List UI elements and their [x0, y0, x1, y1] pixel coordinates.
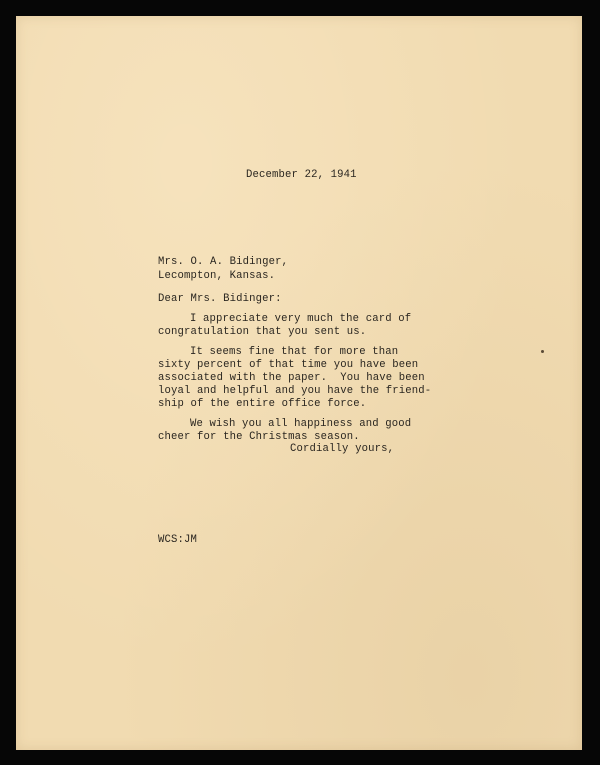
- paragraph-1-line-1: I appreciate very much the card of: [190, 313, 412, 325]
- closing: Cordially yours,: [290, 443, 395, 455]
- paragraph-2-line-4: loyal and helpful and you have the friend-: [158, 385, 432, 397]
- typist-initials: WCS:JM: [158, 534, 198, 546]
- recipient-city: Lecompton, Kansas.: [158, 270, 276, 282]
- paragraph-3-line-2: cheer for the Christmas season.: [158, 431, 360, 443]
- paragraph-2-line-5: ship of the entire office force.: [158, 398, 367, 410]
- paragraph-1-line-2: congratulation that you sent us.: [158, 326, 367, 338]
- recipient-name: Mrs. O. A. Bidinger,: [158, 256, 289, 268]
- salutation: Dear Mrs. Bidinger:: [158, 293, 282, 305]
- paragraph-2-line-3: associated with the paper. You have been: [158, 372, 425, 384]
- paragraph-2-line-2: sixty percent of that time you have been: [158, 359, 419, 371]
- letter-date: December 22, 1941: [246, 169, 357, 181]
- paragraph-3-line-1: We wish you all happiness and good: [190, 418, 412, 430]
- paragraph-2-line-1: It seems fine that for more than: [190, 346, 399, 358]
- paper-speck: [541, 350, 544, 353]
